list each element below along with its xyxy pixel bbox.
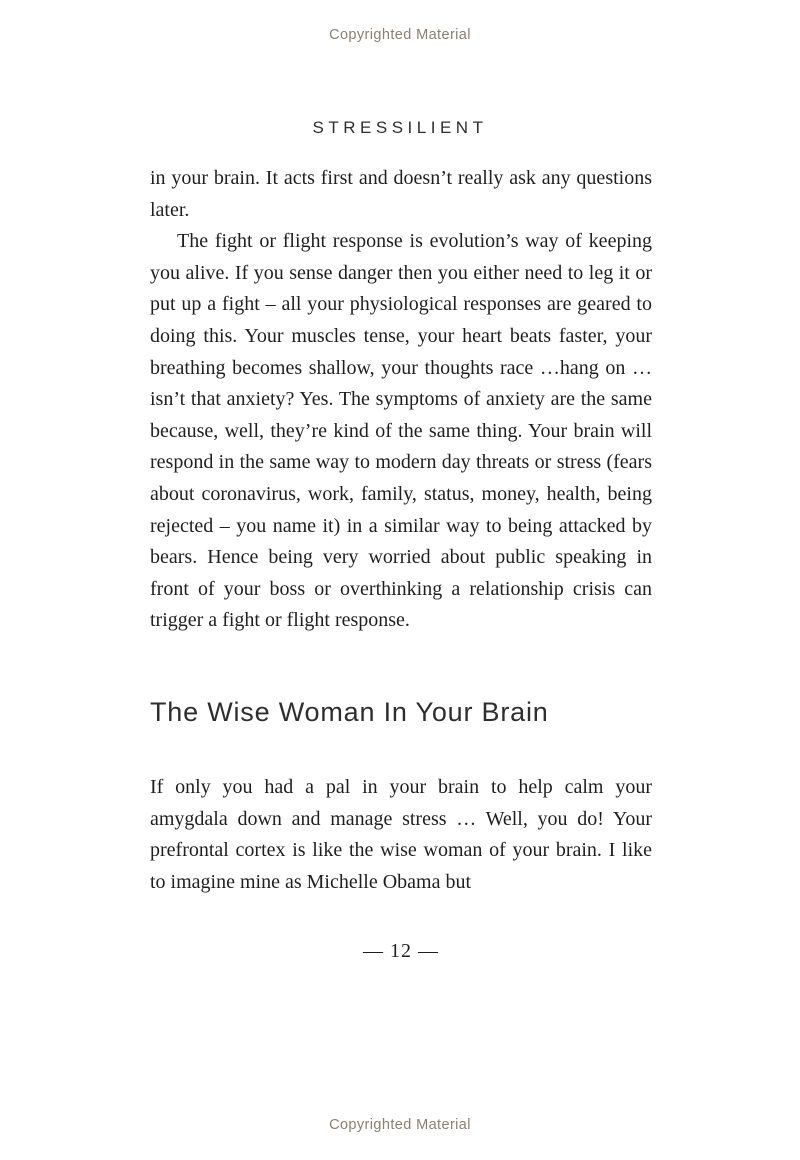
running-head: STRESSILIENT [312, 118, 488, 137]
page-body [150, 163, 652, 963]
paragraph-continuation: in your brain. It acts first and doesn’t really ask any questions later. [150, 167, 652, 221]
paragraph-fight-or-flight: The fight or flight response is evolution’s way of keeping you alive. If you sense danger then you either need to leg it or put up a fight – all your physiological responses are geared to doing this. Your muscles tense, your heart beats faster, your breathing becomes shallow, your thoughts race …hang on … isn’t that anxiety? Yes. The symptoms of anxiety are the same because, well, they’re kind of the same thing. Your brain will respond in the same way to modern day threats or stress (fears about coronavirus, work, family, status, money, health, being rejected – you name it) in a similar way to being attacked by bears. Hence being very worried about public speaking in front of your boss or overthinking a relationship crisis can trigger a fight or flight response. [150, 230, 652, 632]
section-heading: The Wise Woman In Your Brain [150, 696, 549, 727]
paragraph-wise-woman: If only you had a pal in your brain to help calm your amygdala down and manage stress … Well, you do! Your prefrontal cortex is like the wise woman of your brain. I like to imagine mine as Michelle Obama but [150, 775, 652, 893]
page-number: — 12 — [363, 940, 439, 963]
copyright-notice-bottom: Copyrighted Material [329, 1117, 471, 1133]
copyright-notice-top: Copyrighted Material [329, 27, 471, 43]
